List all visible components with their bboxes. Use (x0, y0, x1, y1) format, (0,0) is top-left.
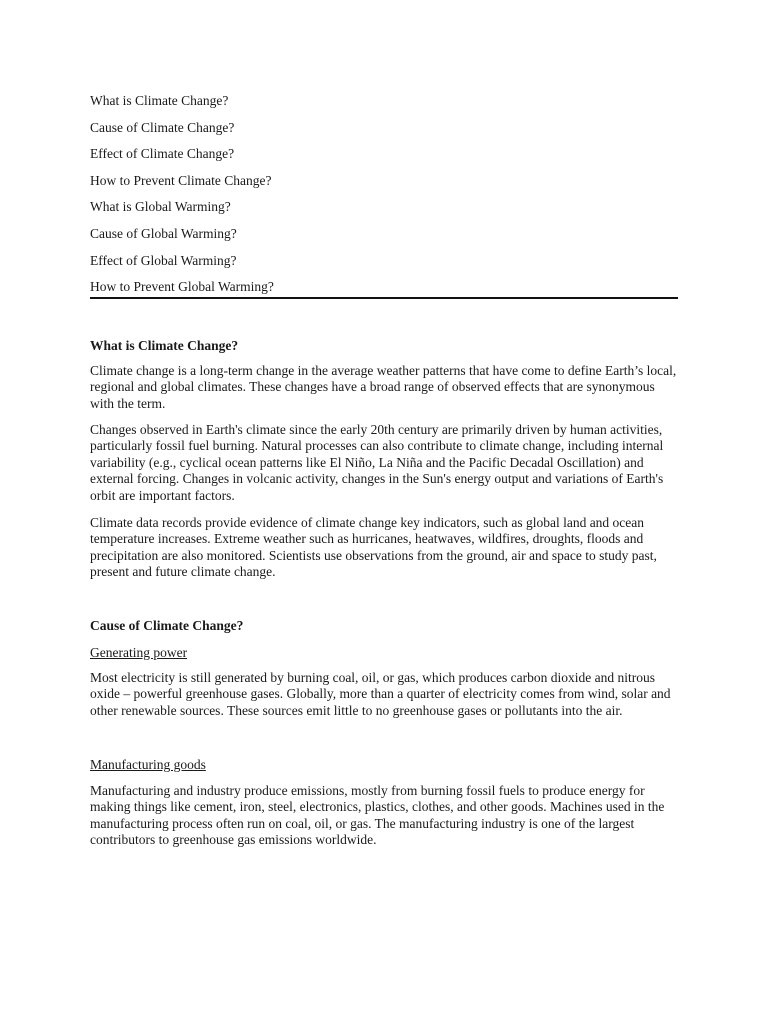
section-what-is-climate-change (90, 337, 680, 354)
paragraph-block (90, 670, 680, 719)
paragraph: Manufacturing and industry produce emissions, mostly from burning fossil fuels to produce energy for making things like cement, iron, steel, electronics, plastics, clothes, and other goods. Machines used in the manufacturing process often run on coal, oil, or gas. The manufacturing industry is one of the largest contributors to greenhouse gas emissions worldwide. (90, 783, 665, 848)
toc-item[interactable]: How to Prevent Global Warming? (90, 279, 274, 295)
paragraph: Climate data records provide evidence of climate change key indicators, such as global land and ocean temperature increases. Extreme weather such as hurricanes, heatwaves, wildfires, droughts, floods and precipitation are also monitored. Scientists use observations from the ground, air and space to study past, present and future climate change. (90, 515, 657, 580)
table-of-contents (90, 92, 680, 305)
paragraph-block (90, 515, 680, 581)
paragraph-block (90, 363, 680, 412)
subheading-block (90, 644, 680, 661)
subheading-block (90, 756, 680, 773)
toc-item[interactable]: What is Climate Change? (90, 93, 229, 108)
toc-item[interactable]: How to Prevent Climate Change? (90, 172, 272, 188)
paragraph-block (90, 422, 680, 504)
subheading: Generating power (90, 645, 188, 660)
paragraph: Changes observed in Earth's climate since the early 20th century are primarily driven by human activities, particularly fossil fuel burning. Natural processes can also contribute to climate change, including internal variability (e.g., cyclical ocean patterns like El Niño, La Niña and the Pacific Decadal Oscillation) and external forcing. Changes in volcanic activity, changes in the Sun's energy output and variations of Earth's orbit are important factors. (90, 422, 664, 503)
toc-item[interactable]: Cause of Climate Change? (90, 119, 235, 135)
section-cause-of-climate-change (90, 617, 680, 634)
toc-item[interactable]: Effect of Global Warming? (90, 252, 237, 268)
paragraph-block (90, 783, 680, 849)
subheading: Manufacturing goods (90, 757, 206, 772)
toc-item[interactable]: Cause of Global Warming? (90, 225, 237, 241)
paragraph: Most electricity is still generated by burning coal, oil, or gas, which produces carbon dioxide and nitrous oxide – powerful greenhouse gases. Globally, more than a quarter of electricity comes from wind, solar and other renewable sources. These sources emit little to no greenhouse gases or pollutants into the air. (90, 670, 671, 718)
paragraph: Climate change is a long-term change in the average weather patterns that have come to define Earth’s local, regional and global climates. These changes have a broad range of observed effects that are synonymous with the term. (90, 363, 677, 411)
divider-rule (90, 297, 678, 299)
section-heading: What is Climate Change? (90, 338, 239, 353)
section-heading: Cause of Climate Change? (90, 618, 244, 633)
toc-item[interactable]: What is Global Warming? (90, 199, 231, 215)
toc-item[interactable]: Effect of Climate Change? (90, 146, 235, 162)
